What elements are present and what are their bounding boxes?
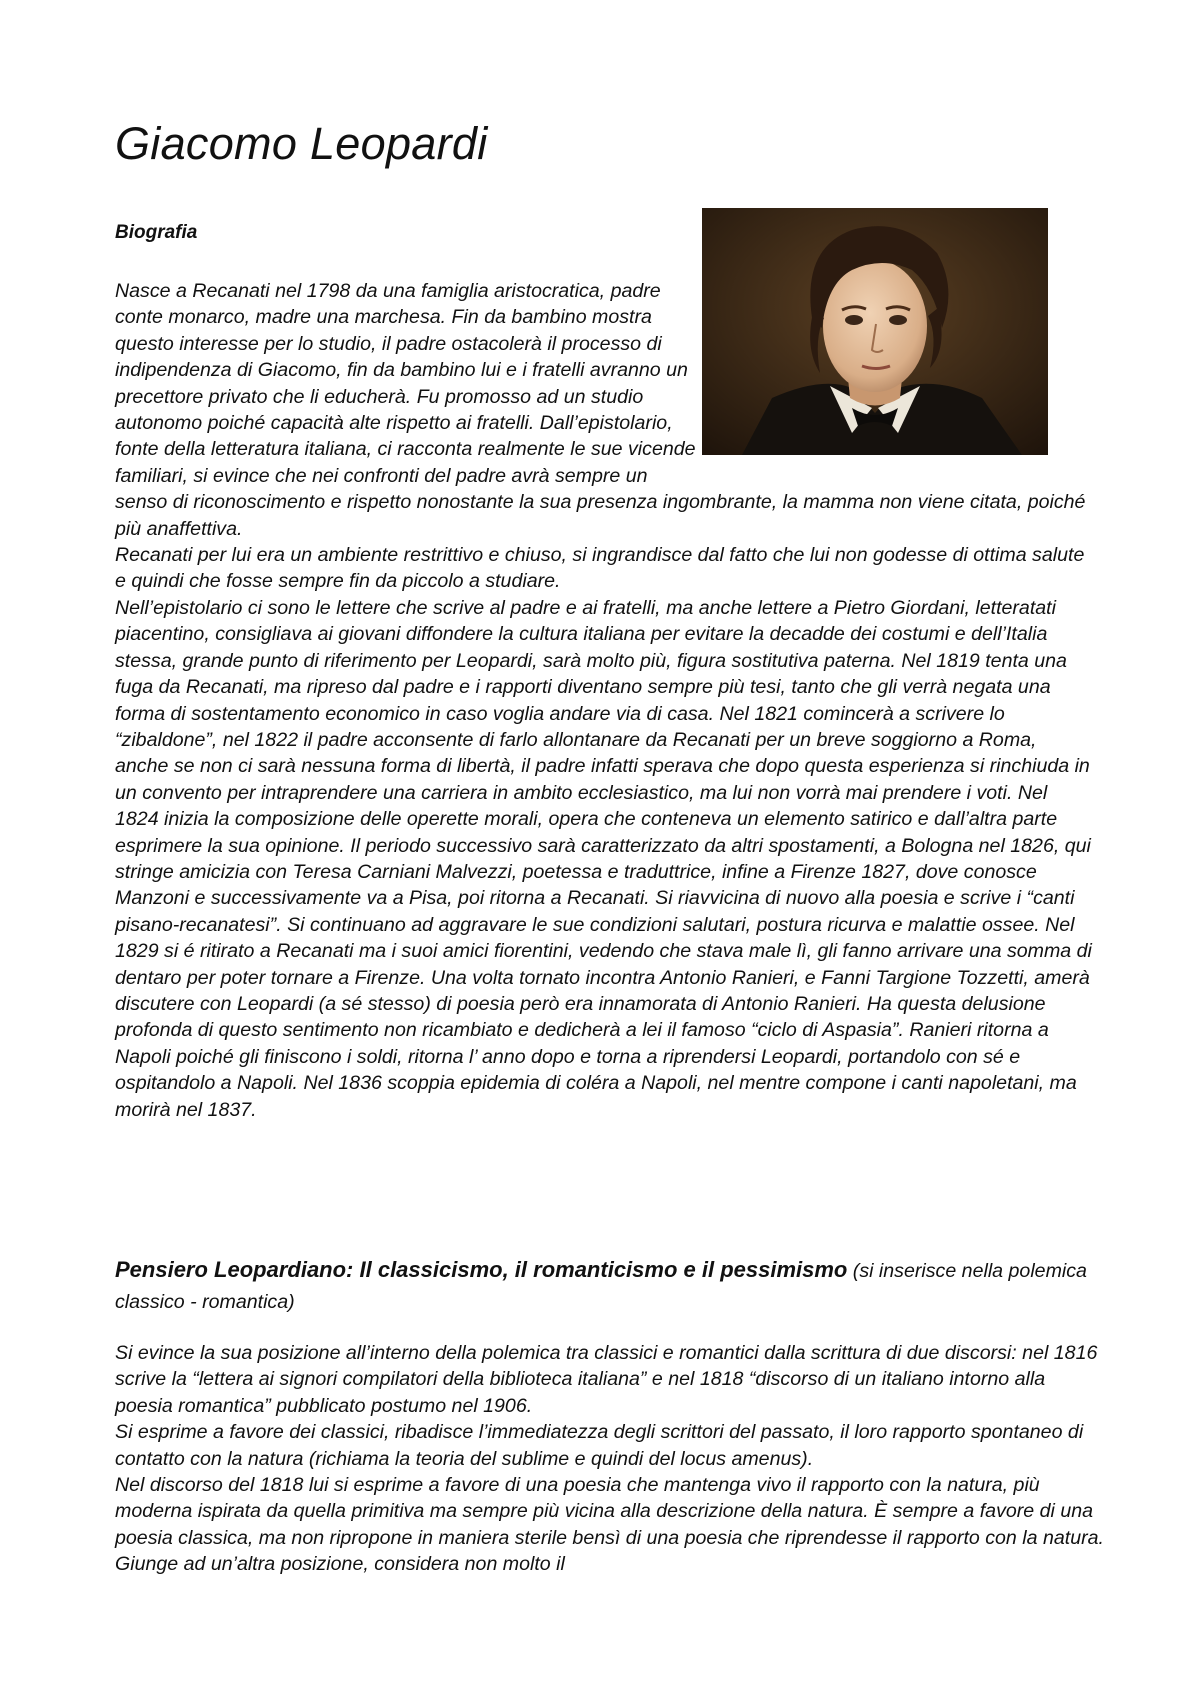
pensiero-text bbox=[115, 1340, 1105, 1578]
bio-paragraph: Nell’epistolario ci sono le lettere che scrive al padre e ai fratelli, ma anche lettere a Pietro Giordani, letteratati piacentino, consigliava ai giovani diffondere la cultura italiana per evitare la decadde dei costumi e dell’Italia stessa, grande punto di riferimento per Leopardi, sarà molto più, figura sostitutiva paterna. Nel 1819 tenta una fuga da Recanati, ma ripreso dal padre e i rapporti diventano sempre più tesi, tanto che gli verrà negata una forma di sostentamento economico in caso voglia andare via di casa. Nel 1821 comincerà a scrivere lo “zibaldone”, nel 1822 il padre acconsente di farlo allontanare da Recanati per un breve soggiorno a Roma, anche se non ci sarà nessuna forma di libertà, il padre infatti sperava che dopo questa esperienza si rinchiuda in un convento per intraprendere una carriera in ambito ecclesiastico, ma lui non vorrà mai prendere i voti. Nel 1824 inizia la composizione delle operette morali, opera che conteneva un elemento satirico e dall’altra parte esprimere la sua opinione. Il periodo successivo sarà caratterizzato da altri spostamenti, a Bologna nel 1826, qui stringe amicizia con Teresa Carniani Malvezzi, poetessa e traduttrice, infine a Firenze 1827, dove conosce Manzoni e successivamente va a Pisa, poi ritorna a Recanati. Si riavvicina di nuovo alla poesia e scrive i “canti pisano-recanatesi”. Si continuano ad aggravare le sue condizioni salutari, postura ricurva e malattie ossee. Nel 1829 si é ritirato a Recanati ma i suoi amici fiorentini, vedendo che stava male lì, gli fanno arrivare una somma di dentaro per poter tornare a Firenze. Una volta tornato incontra Antonio Ranieri, e Fanni Targione Tozzetti, amerà discutere con Leopardi (a sé stesso) di poesia però era innamorata di Antonio Ranieri. Ha questa delusione profonda di questo sentimento non ricambiato e dedicherà a lei il famoso “ciclo di Aspasia”. Ranieri ritorna a Napoli poiché gli finiscono i soldi, ritorna l’ anno dopo e torna a riprendersi Leopardi, portandolo con sé e ospitandolo a Napoli. Nel 1836 scoppia epidemia di coléra a Napoli, nel mentre compone i canti napoletani, ma morirà nel 1837. bbox=[115, 596, 1092, 1121]
section-heading-pensiero bbox=[115, 1255, 1115, 1317]
page-title: Giacomo Leopardi bbox=[115, 118, 488, 169]
bio-paragraph: Recanati per lui era un ambiente restrittivo e chiuso, si ingrandisce dal fatto che lui non godesse di ottima salute e quindi che fosse sempre fin da piccolo a studiare. bbox=[115, 544, 1085, 593]
section-heading-pensiero-note: (si inserisce nella polemica classico - romantica) bbox=[115, 1260, 1087, 1313]
section-heading-pensiero-title: Pensiero Leopardiano: Il classicismo, il romanticismo e il pessimismo bbox=[115, 1257, 848, 1282]
pensiero-paragraph: Si evince la sua posizione all’interno della polemica tra classici e romantici dalla scrittura di due discorsi: nel 1816 scrive la “lettera ai signori compilatori della biblioteca italiana” e nel 1818 “discorso di un italiano intorno alla poesia romantica” pubblicato postumo nel 1906. bbox=[115, 1342, 1098, 1417]
bio-paragraph: Nasce a Recanati nel 1798 da una famiglia aristocratica, padre conte monarco, madre una marchesa. Fin da bambino mostra questo interesse per lo studio, il padre ostacolerà il processo di indipendenza di Giacomo, fin da bambino lui e i fratelli avranno un precettore privato che li educherà. Fu promosso ad un studio autonomo poiché capacità alte rispetto ai fratelli. Dall’epistolario, fonte della letteratura italiana, ci racconta realmente le sue vicende familiari, si evince che nei confronti del padre avrà sempre un senso di riconoscimento e rispetto nonostante la sua presenza ingombrante, la mamma non viene citata, poiché più anaffettiva. bbox=[115, 280, 1086, 540]
biography-text bbox=[115, 278, 1095, 1123]
portrait-wrap-space bbox=[700, 278, 1095, 474]
pensiero-paragraph: Si esprime a favore dei classici, ribadisce l’immediatezza degli scrittori del passato, il loro rapporto spontaneo di contatto con la natura (richiama la teoria del sublime e quindi del locus amenus). bbox=[115, 1421, 1084, 1470]
pensiero-paragraph: Nel discorso del 1818 lui si esprime a favore di una poesia che mantenga vivo il rapporto con la natura, più moderna ispirata da quella primitiva ma sempre più vicina alla descrizione della natura. È sempre a favore di una poesia classica, ma non ripropone in maniera sterile bensì di una poesia che riprendesse il rapporto con la natura. Giunge ad un’altra posizione, considera non molto il bbox=[115, 1474, 1104, 1576]
section-heading-biografia: Biografia bbox=[115, 222, 198, 243]
